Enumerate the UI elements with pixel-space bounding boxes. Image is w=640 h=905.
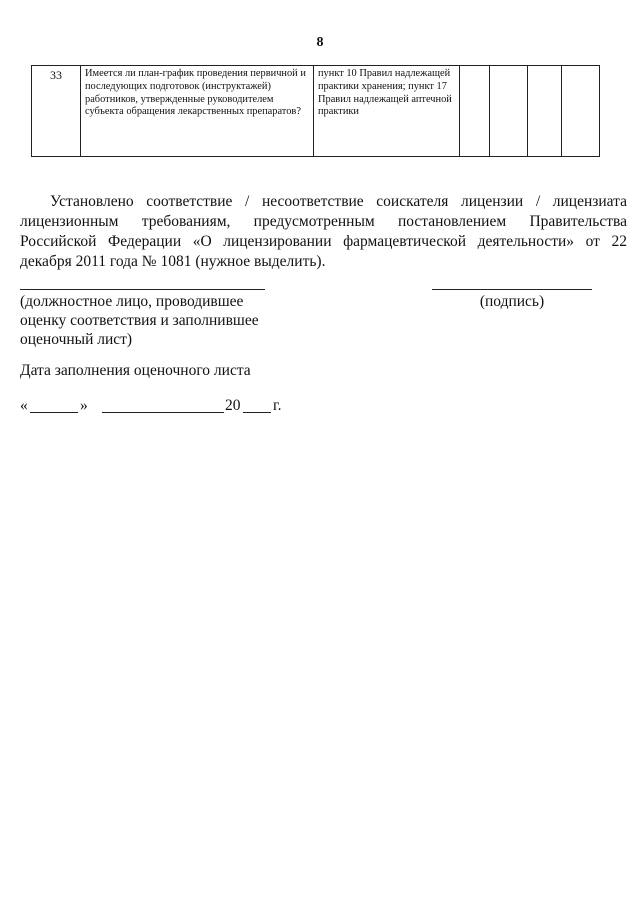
signature-line	[432, 289, 592, 290]
month-blank	[102, 412, 224, 413]
answer-cell-note	[562, 66, 600, 157]
signature-caption: (подпись)	[479, 293, 545, 310]
requirement-question: Имеется ли план-график проведения первичной и последующих подготовок (инструктажей) работников, утвержденные руководителем субъекта обращения лекарственных препаратов?	[81, 66, 314, 157]
row-number: 33	[32, 66, 81, 157]
requirement-reference: пункт 10 Правил надлежащей практики хранения; пункт 17 Правил надлежащей аптечной практики	[314, 66, 460, 157]
close-quote: »	[80, 397, 88, 414]
year-blank	[243, 412, 271, 413]
official-signature-line	[20, 289, 265, 290]
answer-cell-yes	[460, 66, 490, 157]
evaluation-table	[31, 65, 600, 157]
conclusion-paragraph: Установлено соответствие / несоответствие соискателя лицензии / лицензиата лицензионным требованиям, предусмотренным постановлением Правительства Российской Федерации «О лицензировании фармацевтической деятельности» от 22 декабря 2011 года № 1081 (нужное выделить).	[20, 193, 627, 270]
page-number: 8	[316, 35, 324, 50]
answer-cell-no	[490, 66, 528, 157]
answer-cell-na	[528, 66, 562, 157]
open-quote: «	[20, 397, 28, 414]
fill-date-label: Дата заполнения оценочного листа	[20, 362, 251, 379]
fill-date-line	[20, 396, 320, 416]
year-prefix: 20	[225, 397, 241, 414]
table-row	[32, 66, 600, 157]
year-suffix: г.	[273, 397, 282, 414]
official-caption: (должностное лицо, проводившее оценку соответствия и заполнившее оценочный лист)	[20, 293, 259, 348]
day-blank	[30, 412, 78, 413]
